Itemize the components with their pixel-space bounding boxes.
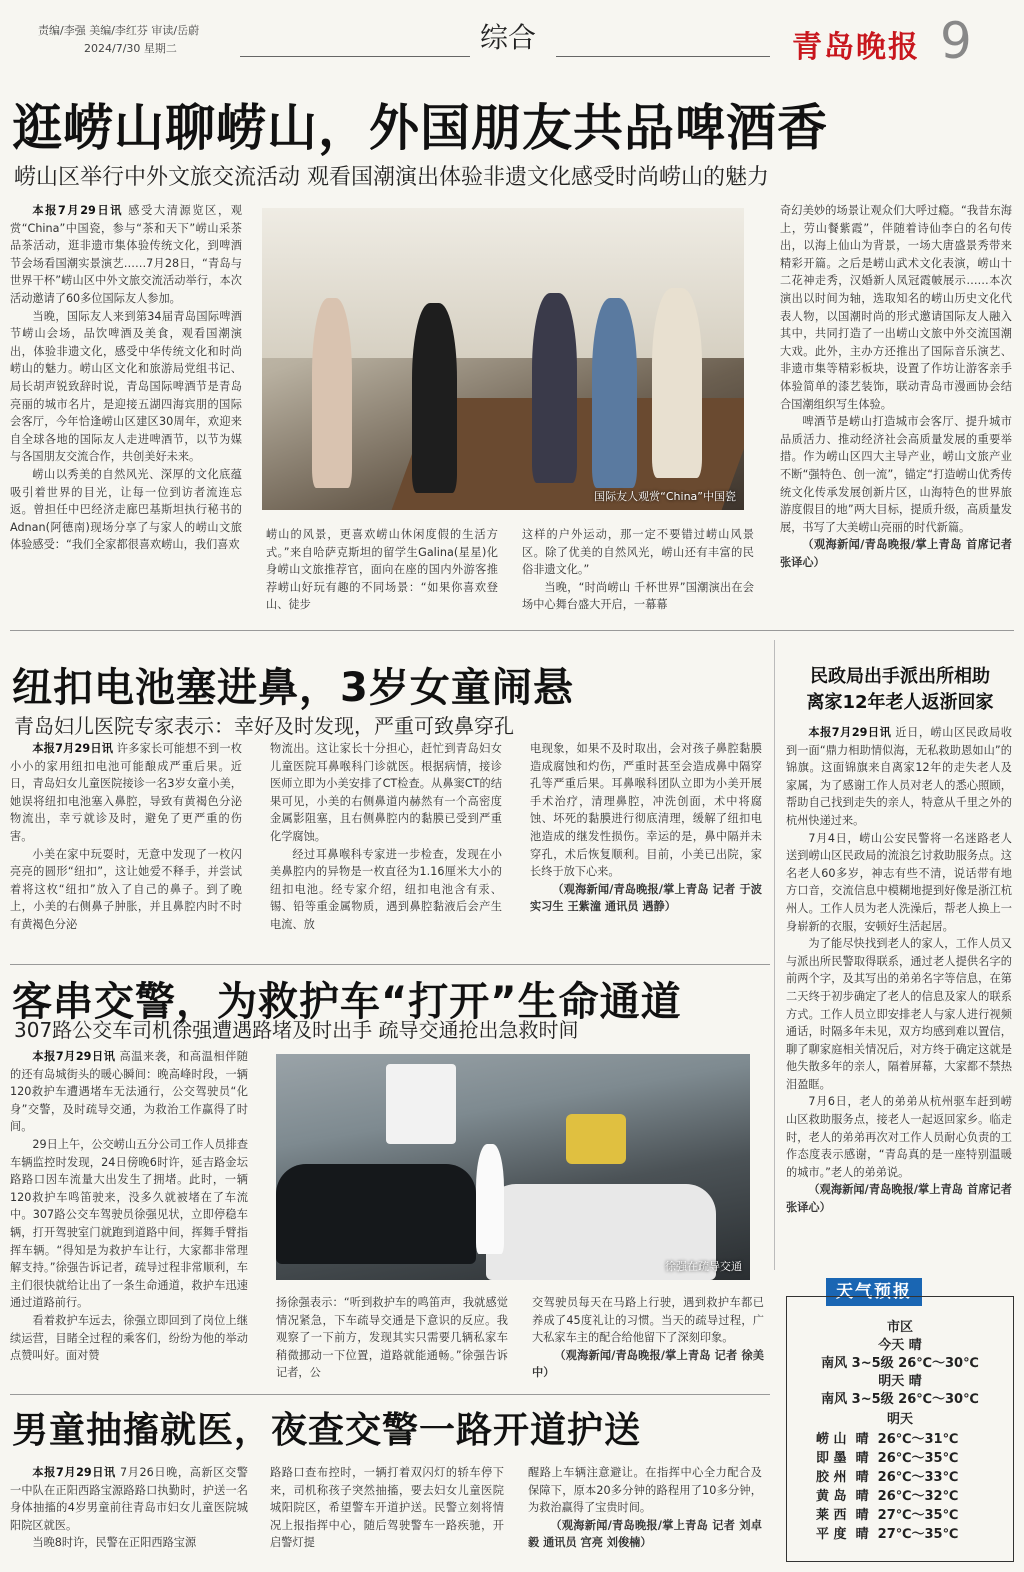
weather-tomorrow-header: 明天 (886, 1412, 913, 1427)
weather-tomorrow-label: 明天 晴 (878, 1374, 922, 1389)
article3-body2: 7月4日，崂山公安民警将一名迷路老人送到崂山区民政局的流浪乞讨救助服务点。这名老人60多岁，神志有些不清，说话带有地方口音，交流信息中模糊地提到好像是浙江杭州人。工作人员为老人洗澡后，帮老人换上一身崭新的衣服，安顿好生活起居。 (786, 831, 1012, 933)
article4-col3: 交驾驶员每天在马路上行驶，遇到救护车都已养成了45度礼让的习惯。当天的疏导过程，广大私家车主的配合给他留下了深刻印象。 （观海新闻/青岛晚报/掌上青岛 记者 徐美中） (532, 1294, 764, 1384)
weather-today-label: 今天 晴 (878, 1338, 922, 1353)
article2-col1: 本报7月29日讯 许多家长可能想不到一枚小小的家用纽扣电池可能酿成严重后果。近日，青岛妇女儿童医院接诊一名3岁女童小美，她误将纽扣电池塞入鼻腔，导致有黄褐色分泌物流出，幸亏就诊及时，避免了更严重的伤害。 小美在家中玩耍时，无意中发现了一枚闪亮亮的圆形“纽扣”，这让她爱不释手，并尝试着将这枚“纽扣”放入了自己的鼻子。到了晚上，小美的右侧鼻子肿胀，并且鼻腔内时不时有黄褐色分泌 (10, 740, 242, 954)
district-cond: 晴 (855, 1470, 869, 1485)
article2-title: 纽扣电池塞进鼻，3岁女童闹悬 (12, 665, 574, 711)
article1-title: 逛崂山聊崂山，外国朋友共品啤酒香 (12, 99, 828, 157)
district-cond: 晴 (855, 1451, 869, 1466)
article2-col1b: 小美在家中玩耍时，无意中发现了一枚闪亮亮的圆形“纽扣”，这让她爱不释手，并尝试着将这枚“纽扣”放入了自己的鼻子。到了晚上，小美的右侧鼻子肿胀，并且鼻腔内时不时有黄褐色分泌 (10, 847, 242, 931)
weather-district-row (816, 1428, 958, 1447)
article1-col3: 这样的户外运动，那一定不要错过崂山风景区。除了优美的自然风光，崂山还有丰富的民俗非遗文化。” 当晚，“时尚崂山 千杯世界”国潮演出在会场中心舞台盛大开启，一幕幕 (522, 526, 754, 616)
district-cond: 晴 (855, 1489, 869, 1504)
article2-col2b: 经过耳鼻喉科专家进一步检查，发现在小美鼻腔内的异物是一枚直径为1.16厘米大小的纽扣电池。经专家介绍，纽扣电池含有汞、锡、铅等重金属物质，遇到鼻腔黏液后会产生电流、放 (270, 847, 502, 931)
article1-col3b: 当晚，“时尚崂山 千杯世界”国潮演出在会场中心舞台盛大开启，一幕幕 (522, 580, 754, 612)
article2-col2: 物流出。这让家长十分担心，赶忙到青岛妇女儿童医院耳鼻喉科门诊就医。根据病情，接诊医师立即为小美安排了CT检查。从鼻窦CT的结果可见，小美的右侧鼻道内赫然有一个高密度金属影阻塞，且右侧鼻腔内的黏膜已受到严重化学腐蚀。 经过耳鼻喉科专家进一步检查，发现在小美鼻腔内的异物是一枚直径为1.16厘米大小的纽扣电池。经专家介绍，纽扣电池含有汞、锡、铅等重金属物质，遇到鼻腔黏液后会产生电流、放 (270, 740, 502, 954)
article3-body3: 为了能尽快找到老人的家人，工作人员又与派出所民警取得联系，通过老人提供名字的前两个字，及其写出的弟弟名字等信息，在第二天终于初步确定了老人的信息及家人的联系方式。工作人员立即安排老人与家人进行视频通话，时隔多年未见，双方均感到难以置信，聊了聊家庭相关情况后，对方终于确定这就是他失散多年的亲人，隔着屏幕，大家都不禁热泪盈眶。 (786, 937, 1012, 1091)
photo-person-5 (652, 288, 702, 478)
article3-credit: （观海新闻/青岛晚报/掌上青岛 首席记者 张译心） (786, 1183, 1012, 1215)
right-column-divider (774, 640, 775, 1270)
district-name: 胶 州 (816, 1470, 847, 1485)
header-date: 2024/7/30 星期二 (84, 42, 177, 55)
article1-credit: （观海新闻/青岛晚报/掌上青岛 首席记者 张译心） (780, 538, 1012, 569)
article1-subtitle: 崂山区举行中外文旅交流活动 观看国潮演出体验非遗文化感受时尚崂山的魅力 (14, 165, 769, 190)
article1-col4: 奇幻美妙的场景让观众们大呼过瘾。“我昔东海上，劳山餐紫霞”，伴随着诗仙李白的名句传出，以海上仙山为背景，一场大唐盛景秀带来精彩开篇。之后是崂山武术文化表演，崂山十二花神走秀，汉婚新人凤冠霞帔展示……本次演出以时间为轴，选取知名的崂山历史文化代表人物，以国潮时尚的形式邀请国际友人融入其中，共同打造了一出崂山文旅中外交流国潮大戏。此外，主办方还推出了国际音乐演艺、非遗市集等精彩板块，设置了作坊让游客亲手体验简单的漆艺装饰，联动青岛市漫画协会结合国潮组织写生体验。 啤酒节是崂山打造城市会客厅、提升城市品质活力、推动经济社会高质量发展的重要举措。作为崂山区四大主导产业，崂山文旅产业不断“强特色、创一流”，锚定“打造崂山优秀传统文化传承发展创新片区，山海特色的世界旅游度假目的地”两大目标，提质升级，高质量发展，书写了大美崂山亮丽的时代新篇。 （观海新闻/青岛晚报/掌上青岛 首席记者 张译心） (780, 202, 1012, 618)
article5-col1b: 当晚8时许，民警在正阳西路宝源 (32, 1536, 197, 1550)
page-number: 9 (940, 12, 972, 70)
article2-subtitle: 青岛妇儿医院专家表示：幸好及时发现，严重可致鼻穿孔 (14, 714, 514, 738)
district-temp: 27℃～35℃ (877, 1527, 959, 1542)
article2-credit: （观海新闻/青岛晚报/掌上青岛 记者 于波 实习生 王紫潼 通讯员 遇静） (530, 882, 762, 914)
photo-driver (476, 1144, 504, 1254)
weather-district-row (816, 1466, 958, 1485)
district-temp: 26℃～35℃ (877, 1451, 959, 1466)
district-name: 即 墨 (816, 1451, 847, 1466)
district-temp: 26℃～32℃ (877, 1489, 959, 1504)
district-name: 莱 西 (816, 1508, 847, 1523)
article1-col4b: 啤酒节是崂山打造城市会客厅、提升城市品质活力、推动经济社会高质量发展的重要举措。作为崂山区四大主导产业，崂山文旅产业不断“强特色、创一流”，锚定“打造崂山优秀传统文化传承发展创新片区，山海特色的世界旅游度假目的地”两大目标，提质升级，高质量发展，书写了大美崂山亮丽的时代新篇。 (780, 415, 1012, 534)
photo-ambulance (386, 1064, 456, 1144)
district-cond: 晴 (855, 1527, 869, 1542)
photo-person-1 (312, 298, 352, 488)
article3-title (786, 664, 1014, 716)
article4-col1b: 29日上午，公交崂山五分公司工作人员排查车辆监控时发现，24日傍晚6时许，延吉路金坛路路口因车流量大出发生了拥堵。此时，一辆120救护车鸣笛驶来，没多久就被堵在了车流中。307路公交车驾驶员徐强见状，立即停稳车辆，打开驾驶室门就跑到道路中间，挥舞手臂指挥车辆。“得知是为救护车让行，大家都非常理解支持。”徐强告诉记者，疏导过程非常顺利，车主们很快就给让出了一条生命通道，救护车迅速通过道路前行。 (10, 1137, 248, 1310)
article4-title: 客串交警，为救护车“打开”生命通道 (12, 979, 682, 1025)
district-name: 平 度 (816, 1527, 847, 1542)
photo-person-3 (532, 293, 577, 483)
article4-credit: （观海新闻/青岛晚报/掌上青岛 记者 徐美中） (532, 1348, 764, 1380)
photo-black-car (276, 1164, 476, 1264)
district-name: 崂 山 (816, 1432, 847, 1447)
district-temp: 26℃～31℃ (877, 1432, 959, 1447)
header-rule-left (240, 56, 470, 57)
section-label: 综合 (480, 21, 537, 54)
article3-body4: 7月6日，老人的弟弟从杭州驱车赶到崂山区救助服务点，接老人一起返回家乡。临走时，老人的弟弟再次对工作人员耐心负责的工作态度表示感谢，“青岛真的是一座特别温暖的城市。”老人的弟弟说。 (786, 1095, 1012, 1179)
weather-district-row (816, 1504, 958, 1523)
article2-lead: 本报7月29日讯 (32, 742, 114, 755)
photo-taxi (566, 1114, 626, 1164)
weather-tomorrow-detail: 南风 3~5级 26℃～30℃ (821, 1392, 979, 1407)
weather-today-detail: 南风 3~5级 26℃～30℃ (821, 1356, 979, 1371)
article1-col1b: 当晚，国际友人来到第34届青岛国际啤酒节崂山会场，品饮啤酒及美食，观看国潮演出，体验非遗文化，感受中华传统文化和时尚崂山的魅力。崂山区文化和旅游局党组书记、局长胡声锐致辞时说，青岛国际啤酒节是青岛亮丽的城市名片，是迎接五湖四海宾朋的国际会客厅，今年恰逢崂山区建区30周年，欢迎来自全球各地的国际友人走进啤酒节，以节为媒与各国朋友交流合作，共创美好未来。 (10, 309, 242, 464)
photo-person-2 (412, 303, 457, 493)
weather-city-label: 市区 (886, 1320, 913, 1335)
article3-title-line2: 离家12年老人返浙回家 (806, 692, 994, 713)
district-cond: 晴 (855, 1432, 869, 1447)
weather-district-row (816, 1485, 958, 1504)
article4-photo (276, 1054, 750, 1280)
article4-subtitle: 307路公交车司机徐强遭遇路堵及时出手 疏导交通抢出急救时间 (14, 1018, 579, 1042)
article5-title: 男童抽搐就医，夜查交警一路开道护送 (12, 1410, 642, 1451)
article5-lead: 本报7月29日讯 (32, 1466, 116, 1479)
article1-lead: 本报7月29日讯 (32, 204, 124, 217)
photo-person-4 (592, 298, 637, 488)
article4-col1: 本报7月29日讯 高温来袭，和高温相伴随的还有岛城街头的暖心瞬间：晚高峰时段，一辆120救护车遭遇堵车无法通行，公交驾驶员“化身”交警，及时疏导交通，为救治工作赢得了时间。 29日上午，公交崂山五分公司工作人员排查车辆监控时发现，24日傍晚6时许，延吉路金坛路路口因车流量大出发生了拥堵。此时，一辆120救护车鸣笛驶来，没多久就被堵在了车流中。307路公交车驾驶员徐强见状，立即停稳车辆，打开驾驶室门就跑到道路中间，挥舞手臂指挥车辆。“得知是为救护车让行，大家都非常理解支持。”徐强告诉记者，疏导过程非常顺利，车主们很快就给让出了一条生命通道，救护车迅速通过道路前行。 看着救护车远去，徐强立即回到了岗位上继续运营，目睹全过程的乘客们，纷纷为他的举动点赞叫好。面对赞 (10, 1048, 248, 1384)
header-rule-right (556, 56, 770, 57)
weather-district-row (816, 1523, 958, 1542)
divider-2 (10, 964, 770, 965)
article5-col2: 路路口查布控时，一辆打着双闪灯的轿车停下来，司机称孩子突然抽搐，要去妇女儿童医院城阳院区，希望警车开道护送。民警立刻将情况上报指挥中心，随后驾驶警车一路疾驰，开启警灯提 (270, 1466, 504, 1550)
article2-col3: 电现象，如果不及时取出，会对孩子鼻腔黏膜造成腐蚀和灼伤，严重时甚至会造成鼻中隔穿孔等严重后果。耳鼻喉科团队立即为小美开展手术治疗，清理鼻腔，冲洗创面，术中将腐蚀、坏死的黏膜进行彻底清理，缓解了纽扣电池造成的继发性损伤。幸运的是，鼻中隔并未穿孔，术后恢复顺利。目前，小美已出院，家长终于放下心来。 （观海新闻/青岛晚报/掌上青岛 记者 于波 实习生 王紫潼 通讯员 遇静） (530, 740, 762, 954)
article3-body: 本报7月29日讯 近日，崂山区民政局收到一面“鼎力相助情似海，无私救助恩如山”的锦旗。这面锦旗来自离家12年的走失老人及家属，为了感谢工作人员对老人的悉心照顾，帮助自己找到走失的亲人，特意从千里之外的杭州快递过来。 7月4日，崂山公安民警将一名迷路老人送到崂山区民政局的流浪乞讨救助服务点。这名老人60多岁，神志有些不清，说话带有地方口音，交流信息中模糊地提到好像是浙江杭州人。工作人员为老人洗澡后，帮老人换上一身崭新的衣服，安顿好生活起居。 为了能尽快找到老人的家人，工作人员又与派出所民警取得联系，通过老人提供名字的前两个字，及其写出的弟弟名字等信息，在第二天终于初步确定了老人的信息及家人的联系方式。工作人员立即安排老人与家人进行视频通话，时隔多年未见，双方均感到难以置信，聊了聊家庭相关情况后，对方终于确定这就是他失散多年的亲人，隔着屏幕，大家都不禁热泪盈眶。 7月6日，老人的弟弟从杭州驱车赶到崂山区救助服务点，接老人一起返回家乡。临走时，老人的弟弟再次对工作人员耐心负责的工作态度表示感谢，“青岛真的是一座特别温暖的城市。”老人的弟弟说。 （观海新闻/青岛晚报/掌上青岛 首席记者 张译心） (786, 724, 1012, 1262)
district-name: 黄 岛 (816, 1489, 847, 1504)
article1-photo (262, 208, 744, 510)
article3-title-line1: 民政局出手派出所相助 (810, 666, 990, 687)
weather-box (786, 1278, 1014, 1562)
district-cond: 晴 (855, 1508, 869, 1523)
divider-3 (10, 1394, 770, 1395)
article5-credit: （观海新闻/青岛晚报/掌上青岛 记者 刘卓毅 通讯员 宫亮 刘俊楠） (528, 1518, 762, 1550)
weather-title: 天气预报 (826, 1278, 922, 1306)
article5-col1: 本报7月29日讯 7月26日晚，高新区交警一中队在正阳西路宝源路路口执勤时，护送一名身体抽搐的4岁男童前往青岛市妇女儿童医院城阳院区就医。 当晚8时许，民警在正阳西路宝源 (10, 1464, 248, 1564)
header-editors: 责编/李强 美编/李红芬 审读/岳蔚 (38, 24, 200, 37)
weather-district-row (816, 1447, 958, 1466)
article4-col1c: 看着救护车远去，徐强立即回到了岗位上继续运营，目睹全过程的乘客们，纷纷为他的举动点赞叫好。面对赞 (10, 1313, 248, 1363)
article3-lead: 本报7月29日讯 (808, 726, 892, 739)
district-temp: 27℃～35℃ (877, 1508, 959, 1523)
district-temp: 26℃～33℃ (877, 1470, 959, 1485)
article4-lead: 本报7月29日讯 (32, 1050, 116, 1063)
article1-col1 (10, 202, 242, 618)
article1-col2: 崂山的风景，更喜欢崂山休闲度假的生活方式。”来自哈萨克斯坦的留学生Galina(星星)化身崂山文旅推荐官，面向在座的国内外游客推荐崂山好玩有趣的不同场景：“如果你喜欢登山、徒步 (266, 528, 498, 612)
article5-col3: 醒路上车辆注意避让。在指挥中心全力配合及保障下，原本20多分钟的路程用了10多分钟，为救治赢得了宝贵时间。 （观海新闻/青岛晚报/掌上青岛 记者 刘卓毅 通讯员 宫亮 刘俊楠） (528, 1464, 762, 1564)
divider-1 (10, 630, 1014, 631)
paper-name-logo: 青岛晚报 (792, 30, 920, 65)
article1-col1c: 崂山以秀美的自然风光、深厚的文化底蕴吸引着世界的目光，让每一位到访者流连忘返。曾担任中巴经济走廊巴基斯坦执行秘书的Adnan(阿德南)现场分享了与家人的崂山文旅体验感受：“我们全家都很喜欢崂山，我们喜欢 (10, 467, 242, 552)
article1-photo-caption: 国际友人观赏“China”中国瓷 (594, 490, 736, 503)
article4-col2: 扬徐强表示：“听到救护车的鸣笛声，我就感觉情况紧急，下车疏导交通是下意识的反应。我观察了一下前方，发现其实只需要几辆私家车稍微挪动一下位置，道路就能通畅。”徐强告诉记者，公 (276, 1296, 508, 1380)
article1-col1-text: 感受大清源览区，观赏“China”中国瓷，参与“茶和天下”崂山采茶品茶活动，逛非遗市集体验传统文化，到啤酒节会场看国潮实景演艺……7月28日，“青岛与世界干杯”崂山区中外文旅交流活动举行，本次活动邀请了60多位国际友人参加。 (10, 204, 242, 305)
article4-photo-caption: 徐强在疏导交通 (665, 1260, 742, 1273)
